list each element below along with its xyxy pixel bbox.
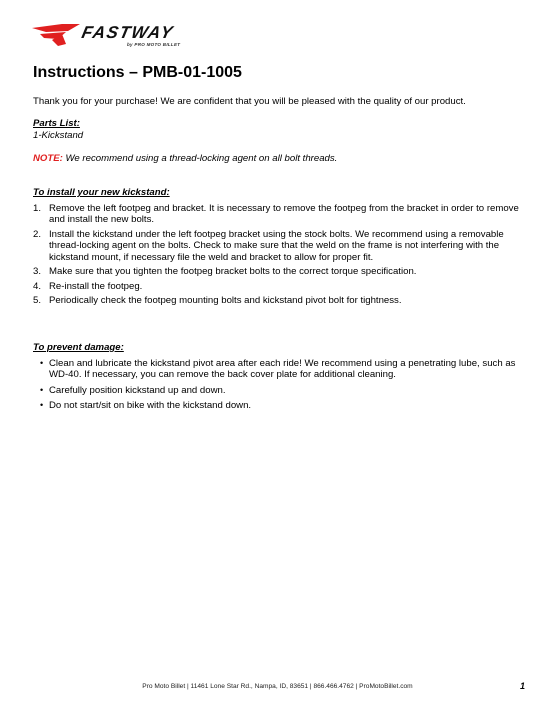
- step-text: Remove the left footpeg and bracket. It is necessary to remove the footpeg from the bracket in order to remove and install the new bolts.: [49, 202, 519, 225]
- page-number: 1: [519, 681, 525, 691]
- note: [33, 153, 527, 165]
- parts-list-item: 1-Kickstand: [33, 129, 84, 141]
- prevent-bullet: [33, 400, 527, 412]
- bullet-text: Do not start/sit on bike with the kickstand down.: [49, 400, 252, 411]
- prevent-section: [33, 342, 527, 412]
- logo-byline: by PRO MOTO BILLET: [127, 42, 181, 47]
- intro-paragraph: Thank you for your purchase! We are confident that you will be pleased with the quality of our product.: [33, 96, 466, 107]
- install-steps: [33, 203, 527, 307]
- prevent-bullets: [33, 358, 527, 412]
- install-step: [33, 295, 527, 307]
- step-number: 4.: [33, 280, 42, 292]
- note-text: We recommend using a thread-locking agent on all bolt threads.: [65, 153, 338, 164]
- step-number: 2.: [33, 228, 42, 240]
- bullet-icon: •: [40, 357, 44, 368]
- parts-list-heading: Parts List:: [33, 118, 80, 129]
- note-label: NOTE:: [33, 153, 63, 164]
- logo-wordmark: FASTWAY: [80, 23, 176, 42]
- install-step: [33, 281, 527, 293]
- step-text: Install the kickstand under the left footpeg bracket using the stock bolts. We recommend using a removable thread-locking agent on the bolts. Check to make sure that the weld on the frame is not interfering with the kickstand mount, if necessary file the weld and bracket to allow for proper fit.: [49, 228, 504, 263]
- page-title: Instructions – PMB-01-1005: [33, 64, 242, 81]
- step-text: Make sure that you tighten the footpeg bracket bolts to the correct torque specification.: [49, 266, 417, 277]
- install-step: [33, 203, 527, 226]
- install-step: [33, 266, 527, 278]
- step-number: 3.: [33, 266, 42, 277]
- step-number: 1.: [33, 202, 42, 214]
- page-footer: Pro Moto Billet | 11461 Lone Star Rd., Nampa, ID, 83651 | 866.466.4762 | ProMotoBillet.com: [142, 683, 413, 690]
- install-step: [33, 229, 527, 264]
- bullet-icon: •: [40, 384, 44, 395]
- bullet-text: Carefully position kickstand up and down.: [49, 384, 226, 396]
- step-text: Re-install the footpeg.: [49, 280, 143, 292]
- step-text: Periodically check the footpeg mounting bolts and kickstand pivot bolt for tightness.: [49, 295, 402, 306]
- bullet-text: Clean and lubricate the kickstand pivot area after each ride! We recommend using a penetrating lube, such as WD-40. If necessary, you can remove the back cover plate for additional cleaning.: [49, 357, 516, 380]
- install-heading: To install your new kickstand:: [33, 187, 170, 198]
- step-number: 5.: [33, 295, 42, 306]
- parts-list: [33, 118, 527, 141]
- prevent-bullet: [33, 385, 527, 397]
- install-section: [33, 187, 527, 307]
- prevent-heading: To prevent damage:: [33, 342, 124, 353]
- fastway-logo: [32, 22, 202, 50]
- bullet-icon: •: [40, 400, 44, 410]
- prevent-bullet: [33, 358, 527, 381]
